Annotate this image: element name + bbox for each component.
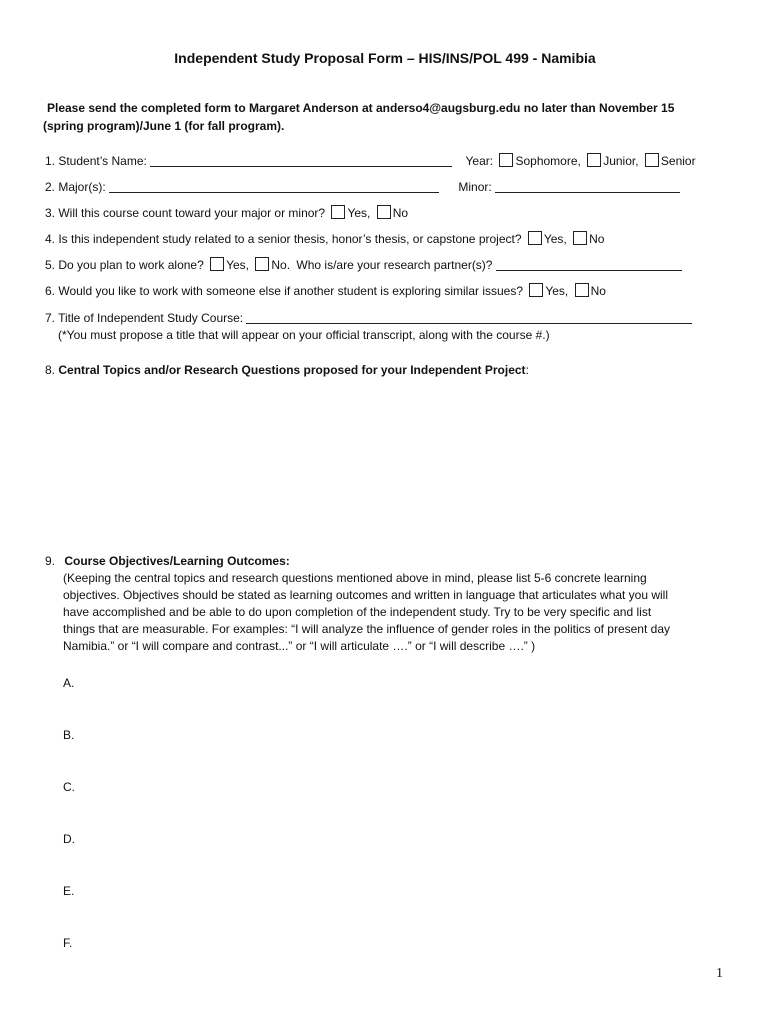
work-alone-yes-label: Yes, — [226, 258, 250, 272]
research-partner-field[interactable] — [496, 259, 682, 271]
junior-checkbox[interactable] — [587, 153, 601, 167]
objective-d-label: D. — [63, 832, 75, 846]
intro-line-2: (spring program)/June 1 (for fall program). — [43, 119, 285, 133]
minor-label: Minor: — [458, 180, 492, 194]
instructions-line: Namibia.” or “I will compare and contrast...” or “I will articulate ….” or “I will describe ….” ) — [63, 639, 536, 653]
objective-e-label: E. — [63, 884, 75, 898]
central-topics-answer-area[interactable] — [45, 385, 725, 545]
question-central-topics — [45, 362, 529, 378]
instructions-line: have accomplished and be able to do upon completion of the independent study. Try to be very specific and list — [63, 605, 652, 619]
sophomore-label: Sophomore, — [515, 154, 581, 168]
senior-label: Senior — [660, 154, 696, 168]
work-alone-yes-checkbox[interactable] — [210, 257, 224, 271]
objective-a-label: A. — [63, 676, 75, 690]
work-with-others-yes-checkbox[interactable] — [529, 283, 543, 297]
objective-f-label: F. — [63, 936, 73, 950]
instructions-line: objectives. Objectives should be stated as learning outcomes and written in language that articulates what you will — [63, 588, 669, 602]
research-partner-label: Who is/are your research partner(s)? — [296, 258, 493, 272]
work-alone-no-checkbox[interactable] — [255, 257, 269, 271]
work-with-others-no-checkbox[interactable] — [575, 283, 589, 297]
question-thesis-related — [45, 231, 604, 247]
count-toward-no-checkbox[interactable] — [377, 205, 391, 219]
page-number: 1 — [716, 966, 723, 981]
question-count-toward — [45, 205, 408, 221]
thesis-related-yes-checkbox[interactable] — [528, 231, 542, 245]
count-toward-no-label: No — [392, 206, 409, 220]
course-objectives-instructions — [63, 570, 723, 655]
intro-line-1: Please send the completed form to Margaret Anderson at anderso4@augsburg.edu no later than November 15 — [47, 101, 675, 115]
work-alone-label: 5. Do you plan to work alone? — [45, 258, 204, 272]
thesis-related-yes-label: Yes, — [543, 232, 567, 246]
count-toward-yes-label: Yes, — [347, 206, 371, 220]
thesis-related-no-checkbox[interactable] — [573, 231, 587, 245]
question-course-objectives — [45, 553, 290, 569]
count-toward-label: 3. Will this course count toward your major or minor? — [45, 206, 326, 220]
question-work-alone — [45, 257, 682, 273]
question-majors — [45, 179, 680, 195]
work-alone-no-label: No. — [271, 258, 291, 272]
thesis-related-label: 4. Is this independent study related to a senior thesis, honor’s thesis, or capstone project? — [45, 232, 522, 246]
central-topics-label: Central Topics and/or Research Questions proposed for your Independent Project — [58, 363, 526, 377]
sophomore-checkbox[interactable] — [499, 153, 513, 167]
question-work-with-others — [45, 283, 606, 299]
instructions-line: (Keeping the central topics and research questions mentioned above in mind, please list 5-6 concrete learning — [63, 571, 647, 585]
work-with-others-yes-label: Yes, — [545, 284, 569, 298]
student-name-field[interactable] — [150, 155, 452, 167]
question-course-title — [45, 310, 692, 326]
student-name-label: 1. Student’s Name: — [45, 154, 147, 168]
objective-c-label: C. — [63, 780, 75, 794]
junior-label: Junior, — [603, 154, 639, 168]
central-topics-number: 8. — [45, 363, 56, 377]
question-student-name — [45, 153, 696, 169]
count-toward-yes-checkbox[interactable] — [331, 205, 345, 219]
thesis-related-no-label: No — [589, 232, 605, 246]
form-title: Independent Study Proposal Form – HIS/INS/POL 499 - Namibia — [174, 50, 596, 66]
senior-checkbox[interactable] — [645, 153, 659, 167]
work-with-others-label: 6. Would you like to work with someone else if another student is exploring similar issues? — [45, 284, 524, 298]
majors-field[interactable] — [109, 181, 439, 193]
course-title-field[interactable] — [246, 312, 692, 324]
course-objectives-number: 9. — [45, 554, 56, 568]
course-objectives-label: Course Objectives/Learning Outcomes: — [64, 554, 290, 568]
objective-b-label: B. — [63, 728, 75, 742]
minor-field[interactable] — [495, 181, 680, 193]
work-with-others-no-label: No — [590, 284, 606, 298]
course-title-note: (*You must propose a title that will appear on your official transcript, along with the course #.) — [58, 328, 550, 342]
instructions-line: things that are measurable. For examples: “I will analyze the influence of gender roles in the politics of present day — [63, 622, 670, 636]
course-title-label: 7. Title of Independent Study Course: — [45, 311, 244, 325]
central-topics-colon: : — [525, 363, 529, 377]
majors-label: 2. Major(s): — [45, 180, 106, 194]
year-label: Year: — [465, 154, 494, 168]
